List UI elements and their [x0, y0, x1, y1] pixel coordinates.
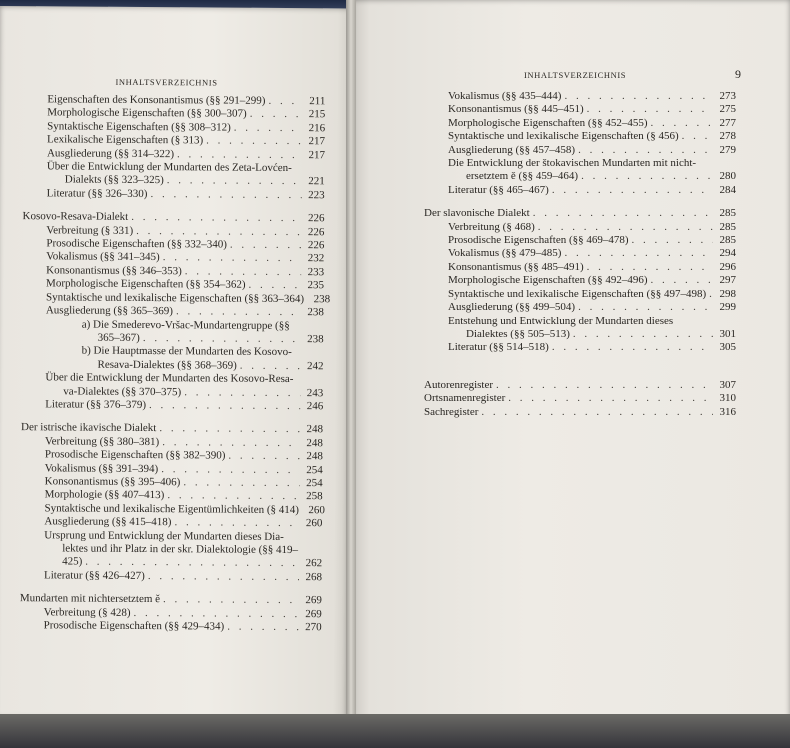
- toc-entry-title: Morphologische Eigenschaften (§§ 354–362): [46, 277, 246, 292]
- toc-entry: [424, 261, 736, 274]
- toc-page-number: 310: [719, 392, 736, 405]
- dot-leader: [709, 288, 713, 301]
- toc-entry-title: Morphologische Eigenschaften (§§ 492–496): [448, 274, 648, 287]
- toc-page-number: 285: [719, 207, 736, 220]
- dot-leader: [248, 279, 301, 293]
- toc-entry-title: Vokalismus (§§ 479–485): [448, 247, 562, 260]
- dot-leader: [228, 450, 300, 464]
- toc-entry: [20, 515, 322, 531]
- toc-entry-title: Der slavonische Dialekt: [424, 207, 530, 220]
- toc-page-number: 232: [307, 252, 325, 265]
- toc-page-number: 307: [719, 378, 736, 391]
- dot-leader: [162, 436, 300, 450]
- dot-leader: [177, 148, 302, 162]
- dot-leader: [167, 490, 299, 504]
- toc-page-number: 260: [308, 503, 325, 517]
- toc-page-number: 216: [308, 121, 326, 135]
- toc-page-number: 254: [306, 463, 323, 476]
- toc-entry: [21, 358, 323, 374]
- dot-leader: [206, 135, 302, 149]
- toc-page-number: 285: [719, 220, 736, 233]
- dot-leader: [184, 386, 300, 400]
- toc-entry-title: Die Entwicklung der štokavischen Mundarten mit nicht-: [448, 157, 697, 170]
- toc-page-number: 273: [719, 90, 736, 102]
- dot-leader: [174, 516, 299, 530]
- toc-page-number: 226: [307, 239, 325, 252]
- toc-section-entry: [424, 406, 736, 419]
- toc-entry: [424, 170, 736, 183]
- toc-page-number: 269: [305, 594, 322, 607]
- right-page-number: 9: [735, 67, 741, 81]
- toc-page-number: 301: [719, 327, 736, 340]
- toc-entry: [424, 221, 736, 234]
- dot-leader: [136, 225, 301, 240]
- dot-leader: [650, 117, 713, 130]
- toc-page-number: 246: [306, 400, 324, 413]
- toc-entry: [23, 147, 325, 163]
- toc-entry-title: 425): [62, 555, 83, 568]
- toc-entry: [424, 274, 736, 287]
- toc-page-number: 226: [307, 212, 325, 225]
- toc-page-number: 238: [307, 306, 324, 319]
- toc-entry-title: Syntaktische und lexikalische Eigentümlichkeiten (§ 414): [44, 502, 300, 516]
- toc-entry-title: Literatur (§§ 465–467): [448, 183, 549, 196]
- toc-entry-title: Sachregister: [424, 405, 479, 418]
- toc-entry-title: va-Dialektes (§§ 370–375): [63, 384, 182, 398]
- toc-entry: [424, 130, 736, 143]
- toc-entry-title: Verbreitung (§§ 380–381): [44, 435, 160, 448]
- toc-page-number: 238: [307, 333, 324, 346]
- toc-entry-title: Vokalismus (§§ 435–444): [448, 90, 562, 102]
- toc-page-number: 285: [719, 234, 736, 247]
- book-gutter: [346, 0, 356, 748]
- toc-entry-title: Konsonantismus (§§ 395–406): [44, 475, 181, 489]
- toc-entry-title: Autorenregister: [424, 378, 494, 391]
- toc-page-number: 298: [719, 287, 736, 300]
- dot-leader: [533, 207, 713, 220]
- right-page: [352, 0, 790, 726]
- section-gap: [424, 355, 736, 379]
- toc-entry-title: Prosodische Eigenschaften (§§ 332–340): [46, 237, 227, 251]
- toc-entry: [424, 301, 736, 314]
- toc-page-number: 238: [313, 292, 331, 305]
- dot-leader: [183, 476, 299, 490]
- toc-page-number: 269: [305, 607, 322, 620]
- dot-leader: [133, 607, 298, 622]
- toc-page-number: 280: [719, 170, 736, 183]
- toc-entry-title: Syntaktische und lexikalische Eigenschaften (§§ 363–364): [45, 291, 305, 305]
- dot-leader: [632, 234, 713, 247]
- toc-section-entry: [424, 379, 736, 392]
- toc-entry-title: Mundarten mit nichtersetztem ě: [19, 592, 161, 606]
- dot-leader: [552, 341, 713, 354]
- toc-entry-title: Verbreitung (§ 428): [43, 605, 131, 619]
- toc-entry-title: Konsonantismus (§§ 485–491): [448, 260, 584, 273]
- toc-page-number: 277: [719, 116, 736, 129]
- toc-entry: [424, 234, 736, 247]
- dot-leader: [650, 274, 713, 287]
- toc-entry-title: Ortsnamenregister: [424, 392, 506, 405]
- toc-entry: [424, 288, 736, 301]
- toc-page-number: 221: [308, 175, 325, 188]
- dot-leader: [185, 265, 301, 279]
- toc-page-number: 258: [306, 490, 323, 503]
- toc-entry-title: Entstehung und Entwicklung der Mundarten dieses: [448, 314, 674, 327]
- toc-page-number: 260: [305, 517, 323, 530]
- toc-entry-title: Syntaktische Eigenschaften (§§ 308–312): [47, 120, 231, 134]
- dot-leader: [682, 130, 713, 143]
- toc-entry: [424, 117, 736, 130]
- toc-page-number: 268: [305, 570, 323, 584]
- toc-entry: [20, 569, 322, 585]
- toc-entry-title: Konsonantismus (§§ 346–353): [46, 264, 182, 278]
- dot-leader: [150, 188, 301, 202]
- toc-entry-title: Ausgliederung (§§ 314–322): [46, 146, 175, 160]
- dot-leader: [131, 211, 301, 226]
- dot-leader: [240, 359, 301, 373]
- dot-leader: [167, 175, 302, 189]
- toc-entry-title: Kosovo-Resava-Dialekt: [22, 210, 129, 224]
- toc-entry: [424, 328, 736, 341]
- toc-page-number: 242: [306, 359, 324, 372]
- left-running-head: INHALTSVERZEICHNIS: [115, 76, 218, 88]
- dot-leader: [496, 379, 713, 392]
- toc-page-number: 243: [306, 386, 324, 399]
- toc-entry-title: Syntaktische und lexikalische Eigenschaften (§ 456): [448, 130, 679, 143]
- toc-page-number: 248: [306, 436, 323, 450]
- toc-entry-title: Resava-Dialektes (§§ 368–369): [97, 358, 237, 372]
- dot-leader: [148, 570, 299, 584]
- toc-entry-title: Morphologische Eigenschaften (§§ 300–307): [47, 106, 247, 121]
- dot-leader: [159, 422, 300, 436]
- toc-entry-title: Konsonantismus (§§ 445–451): [448, 103, 584, 116]
- dot-leader: [573, 328, 713, 341]
- left-toc: [19, 93, 331, 635]
- toc-page-number: 270: [305, 621, 322, 634]
- toc-entry-title: Verbreitung (§ 331): [46, 223, 134, 237]
- dot-leader: [268, 95, 302, 109]
- toc-entry-title: Vokalismus (§§ 391–394): [44, 461, 159, 475]
- dot-leader: [587, 261, 713, 274]
- toc-entry: [424, 247, 736, 260]
- toc-entry: [20, 619, 322, 635]
- toc-entry: [22, 304, 324, 320]
- toc-entry: [424, 90, 736, 103]
- toc-page-number: 294: [719, 247, 736, 260]
- toc-entry-title: Ausgliederung (§§ 415–418): [44, 515, 172, 529]
- dot-leader: [538, 221, 713, 234]
- toc-entry-title: Über die Entwicklung der Mundarten des Zeta-Lovćen-: [46, 160, 292, 175]
- toc-entry-title: Verbreitung (§ 468): [448, 220, 535, 233]
- toc-entry-title: Literatur (§§ 326–330): [46, 187, 148, 200]
- toc-entry: [23, 187, 325, 203]
- dot-leader: [578, 144, 713, 157]
- toc-entry-title: Literatur (§§ 426–427): [43, 569, 145, 582]
- toc-page-number: 226: [307, 225, 325, 238]
- right-running-head: INHALTSVERZEICHNIS: [524, 70, 627, 80]
- toc-entry-title: Dialekts (§§ 323–325): [64, 173, 164, 187]
- dot-leader: [564, 247, 713, 260]
- toc-entry-title: Vokalismus (§§ 341–345): [46, 250, 160, 264]
- toc-entry-title: lektes und ihr Platz in der skr. Dialektologie (§§ 419–: [62, 542, 299, 557]
- dot-leader: [234, 121, 302, 135]
- toc-entry-title: Dialektes (§§ 505–513): [466, 327, 570, 340]
- toc-entry-title: Ursprung und Entwicklung der Mundarten dieses Dia-: [44, 528, 284, 543]
- dot-leader: [578, 301, 713, 314]
- toc-page-number: 248: [306, 423, 324, 436]
- toc-page-number: 215: [308, 108, 326, 121]
- toc-entry: [21, 398, 323, 414]
- toc-entry: [22, 331, 324, 347]
- dot-leader: [227, 621, 299, 635]
- dot-leader: [149, 399, 300, 413]
- toc-page-number: 279: [719, 143, 736, 156]
- toc-entry-title: Über die Entwicklung der Mundarten des Kosovo-Resa-: [45, 371, 294, 386]
- dot-leader: [163, 252, 302, 266]
- toc-entry-title: Der istrische ikavische Dialekt: [21, 421, 157, 435]
- toc-entry-title: Morphologie (§§ 407–413): [44, 488, 165, 502]
- toc-entry-title: Prosodische Eigenschaften (§§ 429–434): [43, 619, 225, 633]
- dot-leader: [250, 108, 303, 122]
- toc-page-number: 223: [308, 189, 325, 202]
- toc-page-number: 235: [307, 279, 325, 292]
- toc-entry: [424, 103, 736, 116]
- section-gap: [424, 197, 736, 207]
- toc-entry-title: Morphologische Eigenschaften (§§ 452–455): [448, 116, 648, 129]
- toc-page-number: 217: [308, 148, 326, 161]
- toc-entry-title: Lexikalische Eigenschaften (§ 313): [47, 133, 204, 147]
- left-page: [0, 6, 352, 720]
- toc-page-number: 233: [307, 266, 325, 279]
- dot-leader: [176, 305, 301, 319]
- toc-entry-title: Ausgliederung (§§ 365–369): [45, 304, 174, 318]
- dot-leader: [552, 184, 713, 197]
- toc-entry: [424, 144, 736, 157]
- toc-entry-title: Syntaktische und lexikalische Eigenschaften (§§ 497–498): [448, 287, 707, 300]
- toc-entry-title: Literatur (§§ 514–518): [448, 341, 549, 354]
- right-toc: [424, 90, 736, 419]
- toc-entry-title: Ausgliederung (§§ 457–458): [448, 143, 576, 156]
- toc-entry: [424, 184, 736, 197]
- toc-entry: [424, 341, 736, 354]
- dot-leader: [564, 90, 713, 103]
- toc-section-entry: [424, 207, 736, 220]
- toc-entry-title: Ausgliederung (§§ 499–504): [448, 301, 576, 314]
- dot-leader: [587, 103, 713, 116]
- dot-leader: [143, 332, 301, 347]
- toc-entry-title: Eigenschaften des Konsonantismus (§§ 291–299): [47, 93, 266, 107]
- toc-page-number: 275: [719, 103, 736, 116]
- toc-entry-title: a) Die Smederevo-Vršac-Mundartengruppe (§§: [81, 318, 290, 332]
- toc-page-number: 254: [306, 477, 323, 490]
- toc-page-number: 316: [719, 405, 736, 418]
- toc-entry-title: b) Die Hauptmasse der Mundarten des Kosovo-: [81, 344, 292, 359]
- dot-leader: [481, 406, 713, 419]
- toc-page-number: 217: [308, 135, 326, 148]
- toc-page-number: 284: [719, 183, 736, 196]
- toc-page-number: 278: [719, 130, 736, 143]
- toc-page-number: 305: [719, 341, 736, 354]
- dot-leader: [163, 593, 299, 607]
- bottom-shadow: [0, 714, 790, 748]
- toc-entry-title: Prosodische Eigenschaften (§§ 382–390): [44, 448, 226, 462]
- toc-section-entry: [424, 392, 736, 405]
- toc-page-number: 262: [305, 557, 323, 570]
- dot-leader: [581, 170, 713, 183]
- toc-entry-title: Prosodische Eigenschaften (§§ 469–478): [448, 234, 629, 247]
- toc-page-number: 297: [719, 274, 736, 287]
- toc-page-number: 211: [309, 95, 326, 108]
- dot-leader: [230, 239, 302, 253]
- dot-leader: [508, 392, 713, 405]
- toc-entry-title: ersetztem ě (§§ 459–464): [466, 170, 579, 183]
- toc-page-number: 248: [306, 450, 323, 463]
- toc-entry-title: 365–367): [97, 331, 140, 344]
- dot-leader: [161, 463, 300, 477]
- toc-page-number: 296: [719, 260, 736, 273]
- toc-entry-title: Literatur (§§ 376–379): [45, 398, 147, 411]
- toc-page-number: 299: [719, 301, 736, 314]
